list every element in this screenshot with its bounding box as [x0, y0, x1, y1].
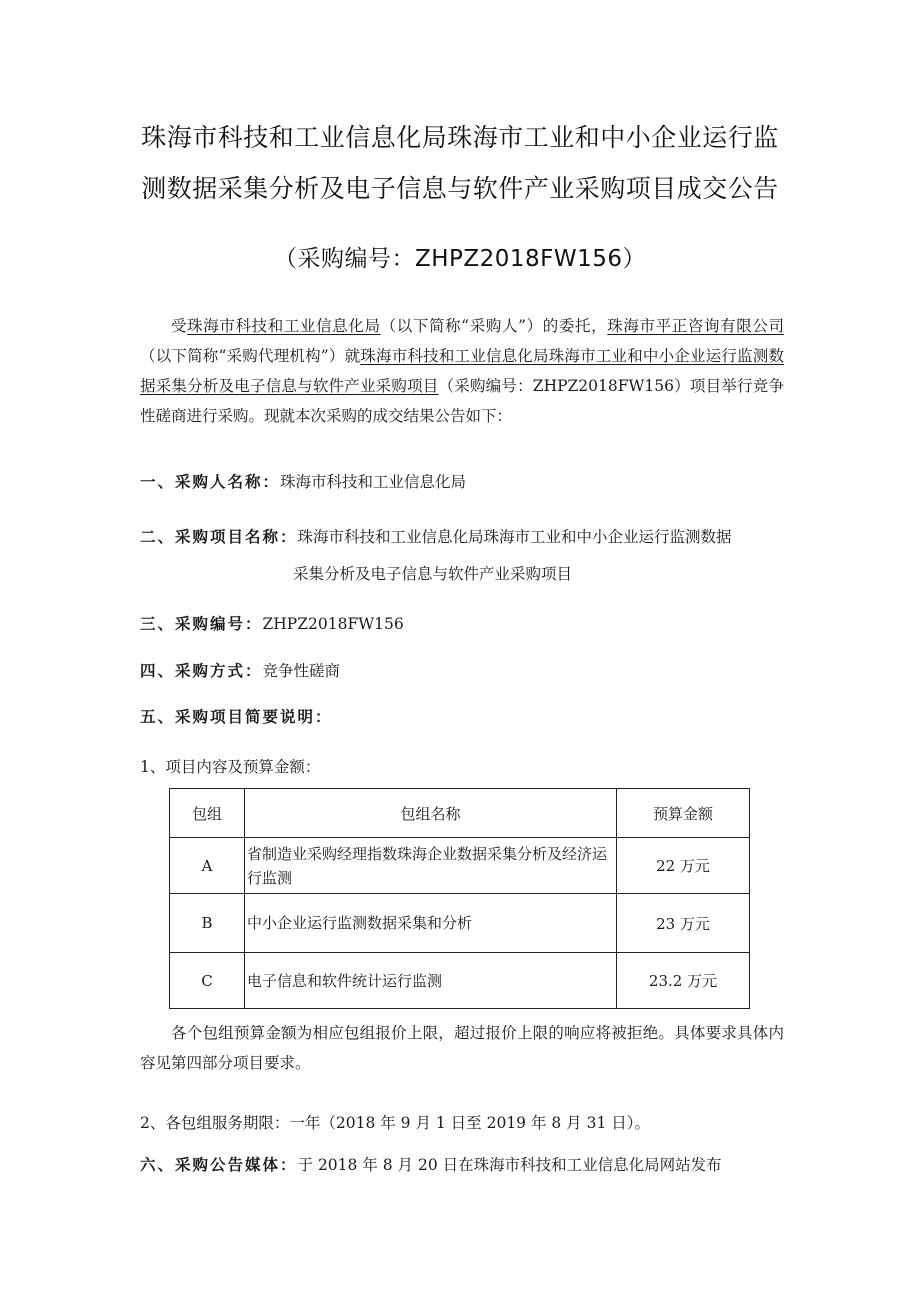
procurement-method-item: 四、采购方式：竞争性磋商	[140, 662, 341, 680]
project-brief-item: 五、采购项目简要说明：	[140, 708, 333, 726]
row-group: A	[170, 838, 245, 894]
title-line-2: 测数据采集分析及电子信息与软件产业采购项目成交公告	[141, 174, 779, 203]
procurement-code-heading: （采购编号：ZHPZ2018FW156）	[273, 246, 647, 272]
package-table	[169, 788, 750, 1009]
table-header-row	[170, 789, 750, 838]
row-name: 中小企业运行监测数据采集和分析	[245, 894, 617, 953]
table-row	[170, 838, 750, 894]
project-name-item: 二、采购项目名称：珠海市科技和工业信息化局珠海市工业和中小企业运行监测数据	[140, 528, 732, 546]
title-line-1: 珠海市科技和工业信息化局珠海市工业和中小企业运行监	[141, 123, 779, 152]
agency-link: 珠海市平正咨询有限公司	[607, 317, 784, 335]
budget-subheading: 1、项目内容及预算金额：	[140, 758, 321, 776]
table-row	[170, 953, 750, 1009]
row-amount: 23.2 万元	[617, 953, 750, 1009]
project-name-continued: 采集分析及电子信息与软件产业采购项目	[293, 565, 573, 583]
buyer-link: 珠海市科技和工业信息化局	[187, 317, 381, 335]
row-name: 省制造业采购经理指数珠海企业数据采集分析及经济运行监测	[245, 838, 617, 894]
service-period-item: 2、各包组服务期限：一年（2018 年 9 月 1 日至 2019 年 8 月 31 日）。	[140, 1114, 651, 1132]
row-group: B	[170, 894, 245, 953]
header-group: 包组	[170, 789, 245, 838]
announcement-media-item: 六、采购公告媒体：于 2018 年 8 月 20 日在珠海市科技和工业信息化局网站发布	[140, 1156, 722, 1174]
table-row	[170, 894, 750, 953]
row-group: C	[170, 953, 245, 1009]
header-name: 包组名称	[245, 789, 617, 838]
header-amount: 预算金额	[617, 789, 750, 838]
intro-paragraph: 受珠海市科技和工业信息化局（以下简称“采购人”）的委托，珠海市平正咨询有限公司（以下简称“采购代理机构”）就珠海市科技和工业信息化局珠海市工业和中小企业运行监测数据采集分析及电子信息与软件产业采购项目（采购编号：ZHPZ2018FW156）项目举行竞争性磋商进行采购。现就本次采购的成交结果公告如下：	[140, 317, 784, 425]
project-link: 珠海市科技和工业信息化局珠海市工业和中小企业运行监测数据采集分析及电子信息与软件产业采购项目	[140, 347, 784, 395]
row-name: 电子信息和软件统计运行监测	[245, 953, 617, 1009]
budget-note: 各个包组预算金额为相应包组报价上限，超过报价上限的响应将被拒绝。具体要求具体内容见第四部分项目要求。	[140, 1024, 784, 1072]
row-amount: 23 万元	[617, 894, 750, 953]
procurement-code-item: 三、采购编号：ZHPZ2018FW156	[140, 615, 404, 633]
buyer-name-item: 一、采购人名称：珠海市科技和工业信息化局	[140, 473, 467, 491]
row-amount: 22 万元	[617, 838, 750, 894]
